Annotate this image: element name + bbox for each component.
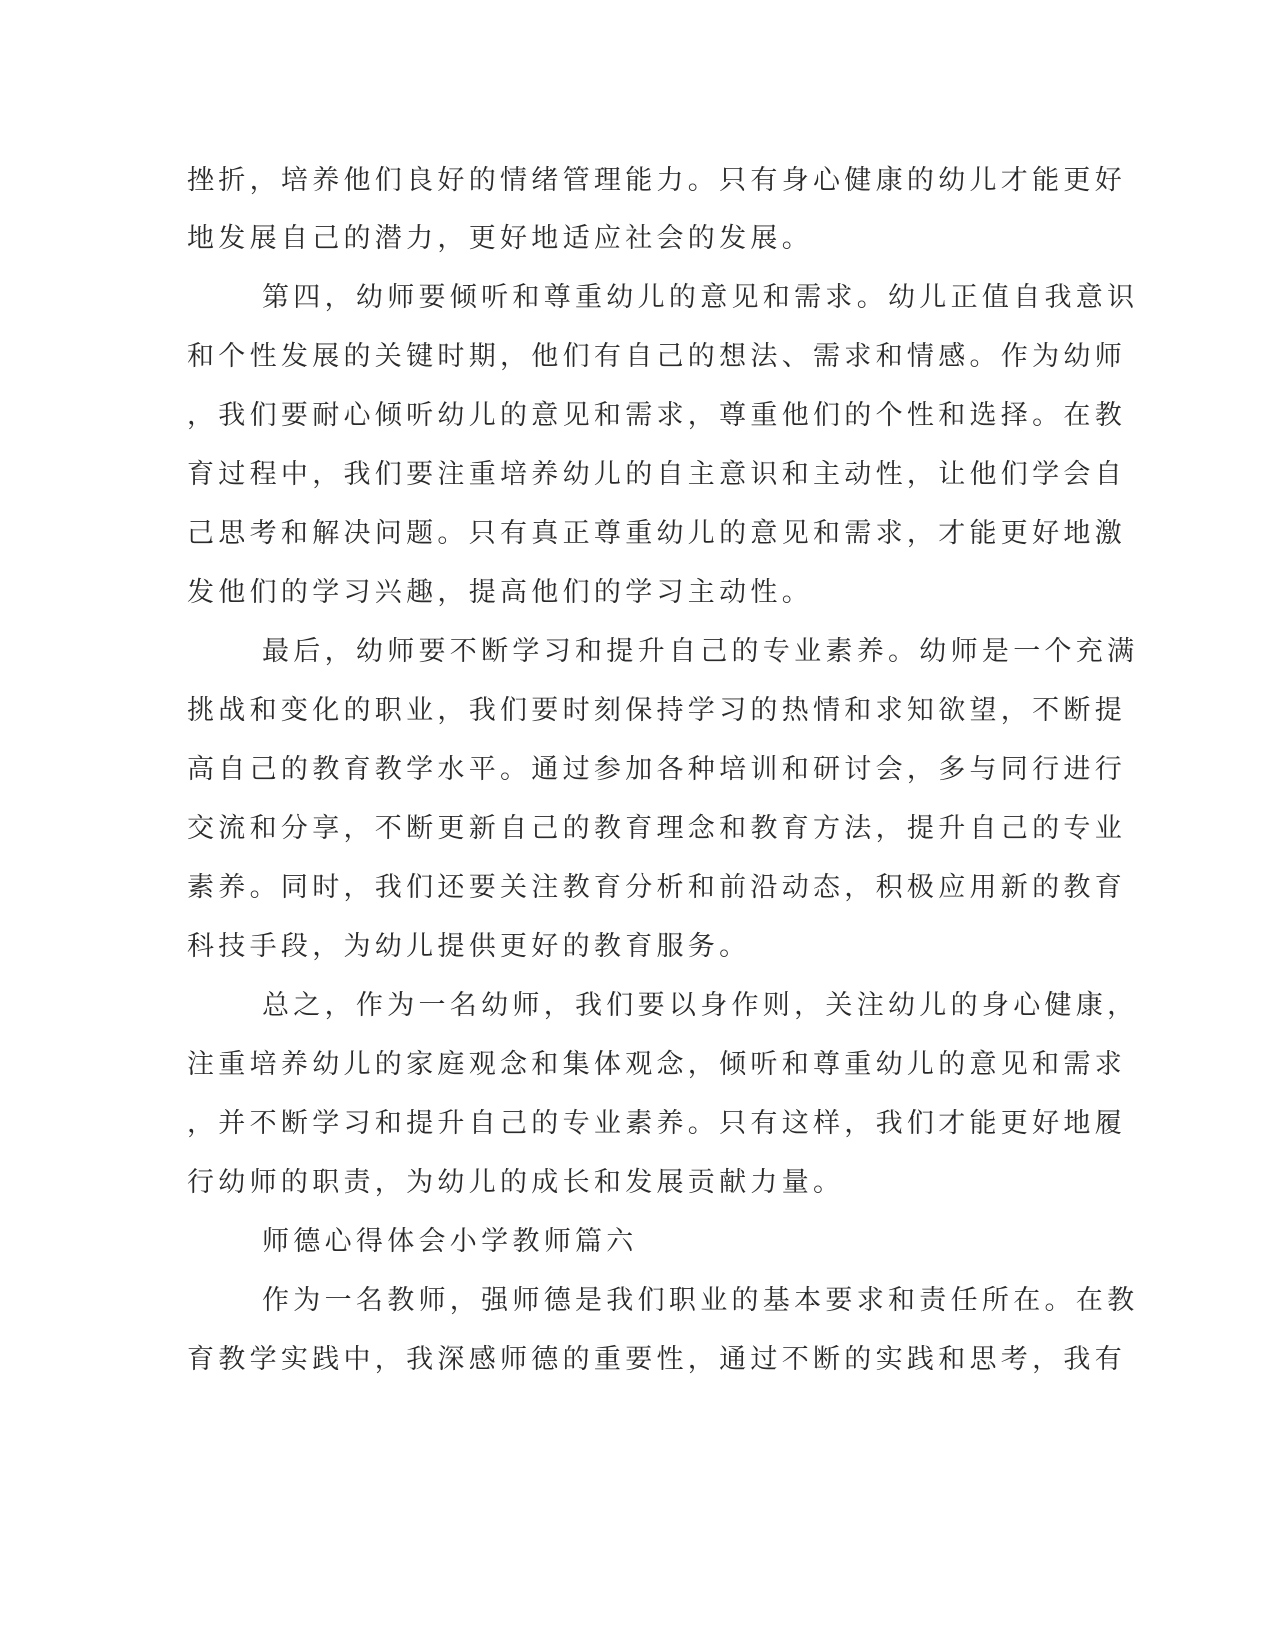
- text-line: 素养。同时，我们还要关注教育分析和前沿动态，积极应用新的教育: [187, 872, 1126, 903]
- text-line: 交流和分享，不断更新自己的教育理念和教育方法，提升自己的专业: [187, 813, 1126, 844]
- text-line: ，我们要耐心倾听幼儿的意见和需求，尊重他们的个性和选择。在教: [187, 400, 1126, 431]
- text-line: 发他们的学习兴趣，提高他们的学习主动性。: [187, 577, 813, 608]
- text-line: ，并不断学习和提升自己的专业素养。只有这样，我们才能更好地履: [187, 1108, 1126, 1139]
- text-line: 注重培养幼儿的家庭观念和集体观念，倾听和尊重幼儿的意见和需求: [187, 1049, 1126, 1080]
- paragraph-first-line: 第四，幼师要倾听和尊重幼儿的意见和需求。幼儿正值自我意识: [262, 282, 1139, 313]
- paragraph-first-line: 最后，幼师要不断学习和提升自己的专业素养。幼师是一个充满: [262, 636, 1139, 667]
- text-line: 挫折，培养他们良好的情绪管理能力。只有身心健康的幼儿才能更好: [187, 165, 1126, 196]
- paragraph-first-line: 作为一名教师，强师德是我们职业的基本要求和责任所在。在教: [262, 1285, 1139, 1316]
- section-heading: 师德心得体会小学教师篇六: [262, 1226, 638, 1257]
- text-line: 己思考和解决问题。只有真正尊重幼儿的意见和需求，才能更好地激: [187, 518, 1126, 549]
- text-line: 和个性发展的关键时期，他们有自己的想法、需求和情感。作为幼师: [187, 341, 1126, 372]
- text-line: 育过程中，我们要注重培养幼儿的自主意识和主动性，让他们学会自: [187, 459, 1126, 490]
- text-line: 挑战和变化的职业，我们要时刻保持学习的热情和求知欲望，不断提: [187, 695, 1126, 726]
- text-line: 行幼师的职责，为幼儿的成长和发展贡献力量。: [187, 1167, 845, 1198]
- text-line: 科技手段，为幼儿提供更好的教育服务。: [187, 931, 751, 962]
- text-line: 高自己的教育教学水平。通过参加各种培训和研讨会，多与同行进行: [187, 754, 1126, 785]
- paragraph-first-line: 总之，作为一名幼师，我们要以身作则，关注幼儿的身心健康，: [262, 990, 1139, 1021]
- text-line: 育教学实践中，我深感师德的重要性，通过不断的实践和思考，我有: [187, 1344, 1126, 1375]
- text-line: 地发展自己的潜力，更好地适应社会的发展。: [187, 223, 813, 254]
